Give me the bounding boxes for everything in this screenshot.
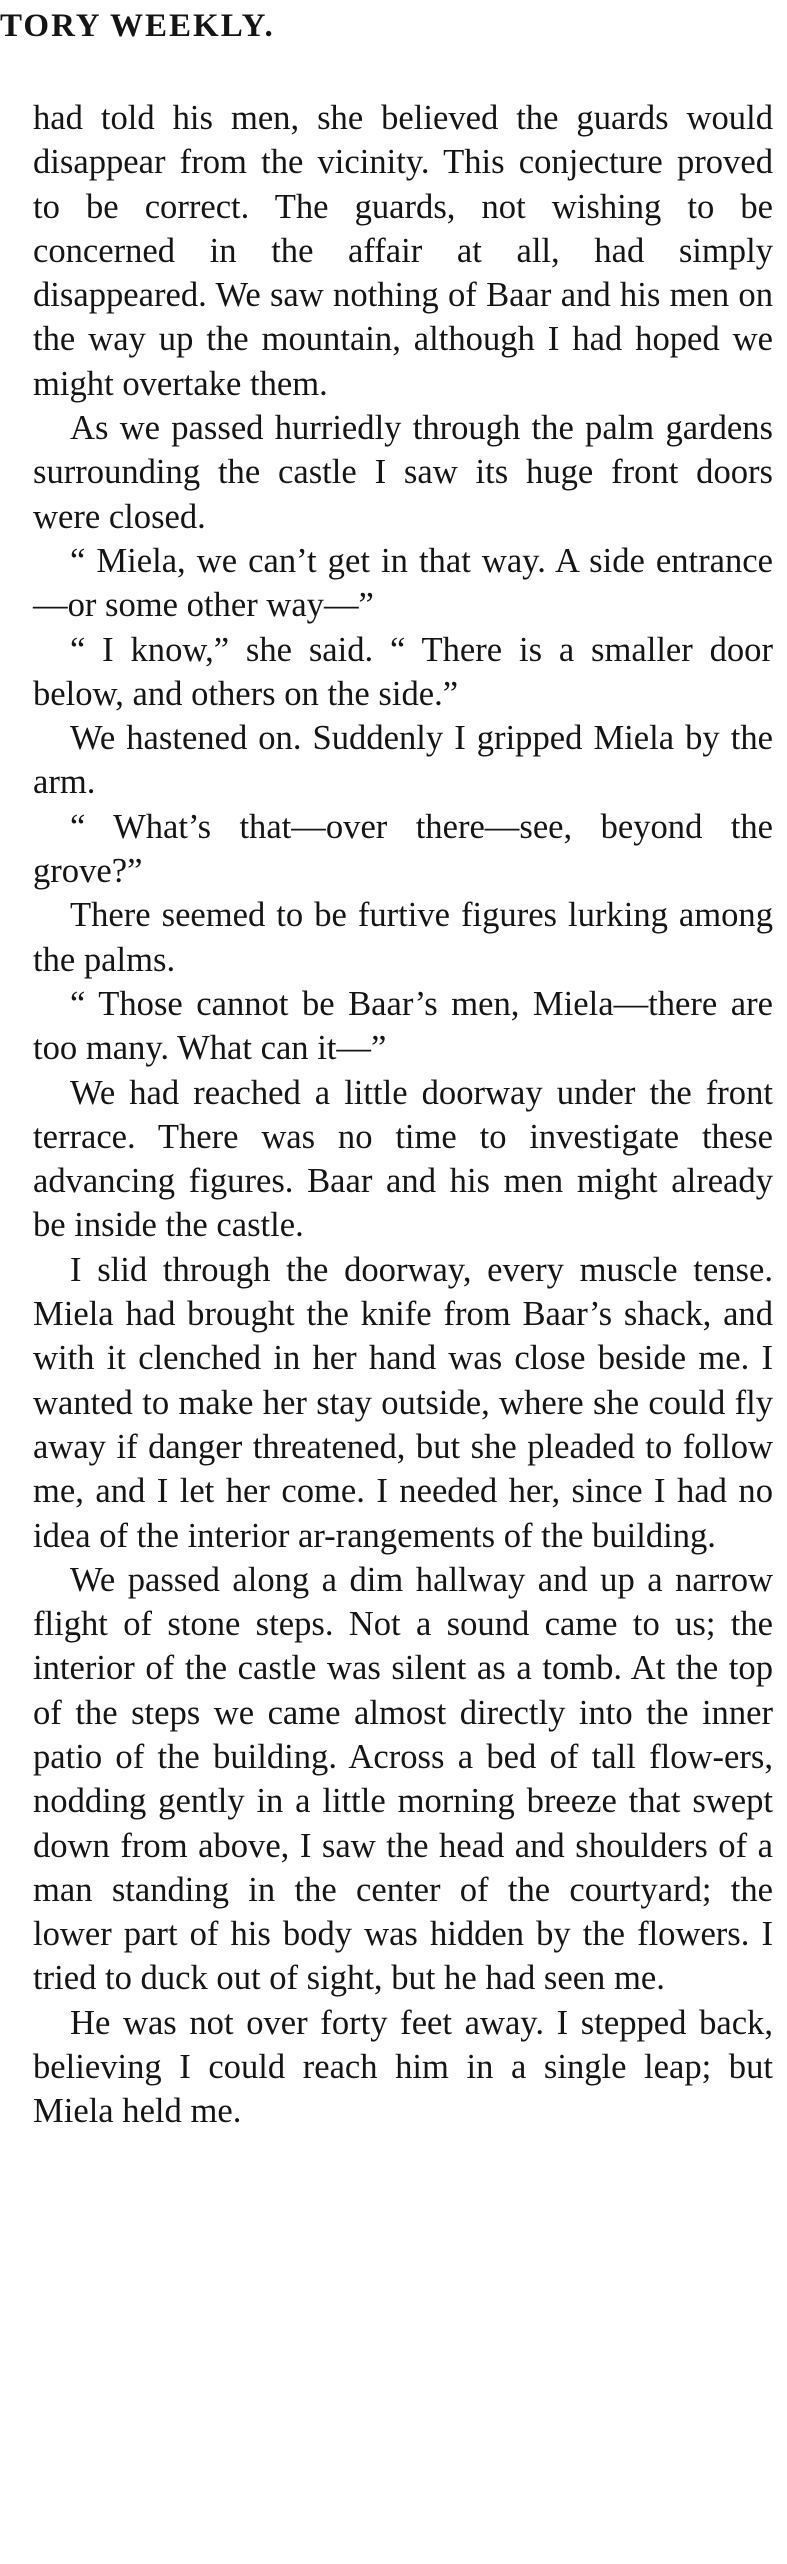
paragraph-3: “ Miela, we can’t get in that way. A side entrance—or some other way—”	[33, 541, 773, 625]
paragraph-12: He was not over forty feet away. I stepped back, believing I could reach him in a single leap; but Miela held me.	[33, 2003, 773, 2131]
text-column	[33, 96, 773, 2134]
paragraph-11: We passed along a dim hallway and up a narrow flight of stone steps. Not a sound came to us; the interior of the castle was silent as a tomb. At the top of the steps we came almost directly into the inner patio of the building. Across a bed of tall flow-ers, nodding gently in a little morning breeze that swept down from above, I saw the head and shoulders of a man standing in the center of the courtyard; the lower part of his body was hidden by the flowers. I tried to duck out of sight, but he had seen me.	[33, 1560, 773, 1998]
paragraph-5: We hastened on. Suddenly I gripped Miela by the arm.	[33, 719, 773, 802]
paragraph-10: I slid through the doorway, every muscle tense. Miela had brought the knife from Baar’s shack, and with it clenched in her hand was close beside me. I wanted to make her stay outside, where she could fly away if danger threatened, but she pleaded to follow me, and I let her come. I needed her, since I had no idea of the interior ar-rangements of the building.	[33, 1250, 773, 1555]
running-header: TORY WEEKLY.	[0, 8, 275, 44]
paragraph-6: “ What’s that—over there—see, beyond the grove?”	[33, 807, 773, 891]
paragraph-8: “ Those cannot be Baar’s men, Miela—there are too many. What can it—”	[33, 984, 773, 1068]
paragraph-2: As we passed hurriedly through the palm gardens surrounding the castle I saw its huge front doors were closed.	[33, 409, 773, 536]
paragraph-7: There seemed to be furtive figures lurking among the palms.	[33, 896, 773, 979]
paragraph-9: We had reached a little doorway under the front terrace. There was no time to investigate these advancing figures. Baar and his men might already be inside the castle.	[33, 1073, 773, 1245]
paragraph-4: “ I know,” she said. “ There is a smaller door below, and others on the side.”	[33, 630, 773, 713]
paragraph-1: had told his men, she believed the guards would disappear from the vicinity. This conjecture proved to be correct. The guards, not wishing to be concerned in the affair at all, had simply disappeared. We saw nothing of Baar and his men on the way up the mountain, although I had hoped we might overtake them.	[33, 99, 773, 403]
